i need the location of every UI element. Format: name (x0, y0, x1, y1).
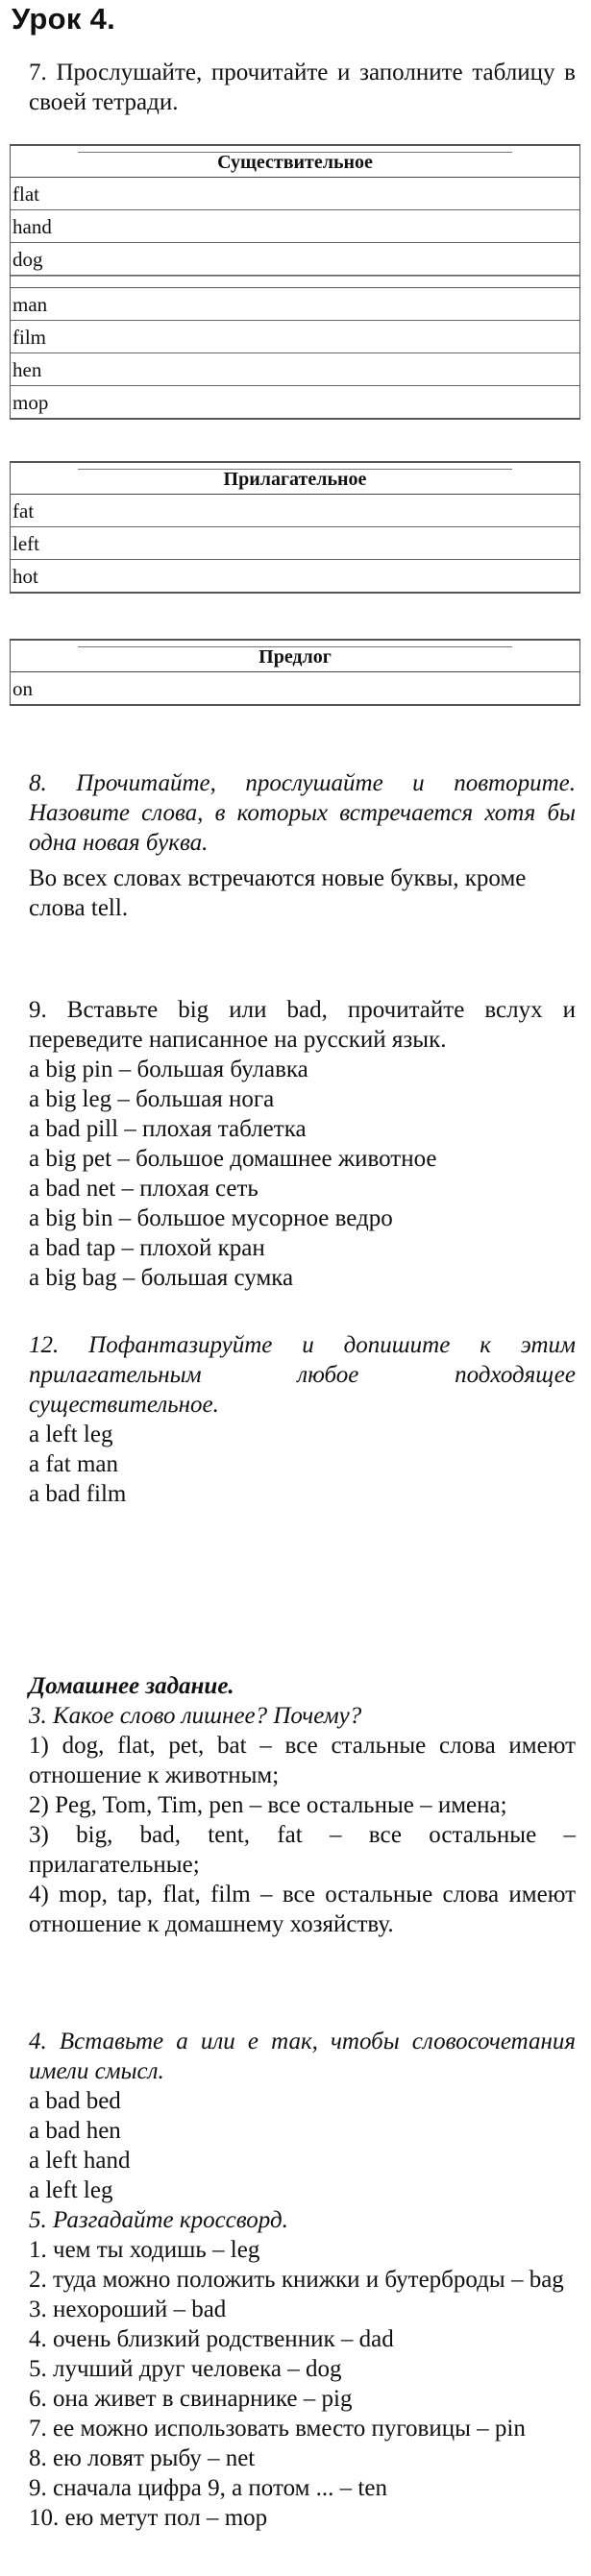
list-item: 4) mop, tap, flat, film – все остальные слова имеют отношение к домашнему хозяйству. (29, 1882, 576, 1937)
ex7-block (0, 58, 591, 117)
list-item: 3) big, bad, tent, fat – все остальные – прилагательные; (29, 1822, 576, 1878)
preposition-table (10, 639, 580, 706)
table-row: film (11, 321, 579, 353)
list-item: a big bag – большая сумка (29, 1265, 294, 1291)
list-item: a fat man (29, 1451, 119, 1477)
list-item: a left hand (29, 2148, 131, 2174)
table-row: on (11, 672, 579, 706)
hw-ex5-instruction: 5. Разгадайте кроссворд. (29, 2207, 288, 2233)
list-item: 3. нехороший – bad (29, 2297, 227, 2322)
ex8-answer: Во всех словах встречаются новые буквы, кроме слова tell. (29, 865, 527, 921)
list-item: a big leg – большая нога (29, 1086, 275, 1112)
table-row: left (11, 527, 579, 560)
list-item: 9. сначала цифра 9, а потом ... – ten (29, 2475, 387, 2501)
list-item: a big pin – большая булавка (29, 1057, 308, 1082)
list-item: 2) Peg, Tom, Tim, pen – все остальные – имена; (29, 1792, 507, 1818)
ex7-instruction: 7. Прослушайте, прочитайте и заполните таблицу в своей тетради. (29, 60, 576, 115)
hw-ex4-block (0, 2027, 591, 2533)
list-item: a big bin – большое мусорное ведро (29, 1205, 393, 1231)
list-item: 2. туда можно положить книжки и бутерброды – bag (29, 2267, 564, 2293)
ex12-block (0, 1330, 591, 1509)
ex8-instruction: 8. Прочитайте, прослушайте и повторите. Назовите слова, в которых встречается хотя бы одна новая буква. (29, 770, 576, 856)
list-item: 8. ею ловят рыбу – net (29, 2445, 256, 2471)
list-item: 1. чем ты ходишь – leg (29, 2237, 260, 2263)
list-item: a left leg (29, 2177, 113, 2203)
adjective-header-label: Прилагательное (223, 469, 367, 490)
table-row: flat (11, 178, 579, 210)
hw-ex3-instruction: 3. Какое слово лишнее? Почему? (29, 1703, 362, 1729)
list-item: a bad bed (29, 2088, 121, 2114)
ex8-block (0, 768, 591, 923)
table-row: mop (11, 386, 579, 420)
ex9-instruction: 9. Вставьте big или bad, прочитайте вслух и переведите написанное на русский язык. (29, 997, 576, 1053)
list-item: a bad net – плохая сеть (29, 1176, 259, 1202)
noun-table-header (11, 144, 579, 178)
hw-ex4-instruction: 4. Вставьте a или e так, чтобы словосочетания имели смысл. (29, 2029, 576, 2084)
noun-header-label: Существительное (217, 152, 373, 173)
list-item: 10. ею метут пол – mop (29, 2505, 268, 2531)
list-item: 4. очень близкий родственник – dad (29, 2326, 394, 2352)
list-item: a bad tap – плохой кран (29, 1235, 265, 1261)
table-row: hand (11, 210, 579, 243)
list-item: 6. она живет в свинарнике – pig (29, 2386, 353, 2412)
homework-block (0, 1671, 591, 1939)
table-divider (11, 276, 579, 288)
preposition-table-header (11, 639, 579, 672)
adjective-table-header (11, 461, 579, 495)
table-row: fat (11, 495, 579, 527)
preposition-header-label: Предлог (259, 646, 332, 668)
ex12-instruction: 12. Пофантазируйте и допишите к этим прилагательным любое подходящее существительное. (29, 1332, 576, 1418)
table-row: hot (11, 560, 579, 594)
table-row: hen (11, 353, 579, 386)
list-item: a left leg (29, 1422, 113, 1447)
noun-table (10, 144, 580, 420)
list-item: a bad film (29, 1481, 127, 1507)
list-item: 7. ее можно использовать вместо пуговицы – pin (29, 2416, 526, 2442)
list-item: a big pet – большое домашнее животное (29, 1146, 437, 1172)
table-row: dog (11, 243, 579, 276)
list-item: a bad hen (29, 2118, 121, 2144)
table-row: man (11, 288, 579, 321)
adjective-table (10, 461, 580, 594)
ex9-block (0, 995, 591, 1293)
list-item: a bad pill – плохая таблетка (29, 1116, 307, 1142)
lesson-title: Урок 4. (12, 2, 116, 36)
list-item: 1) dog, flat, pet, bat – все стальные слова имеют отношение к животным; (29, 1733, 576, 1788)
list-item: 5. лучший друг человека – dog (29, 2356, 342, 2382)
homework-title: Домашнее задание. (29, 1673, 234, 1699)
